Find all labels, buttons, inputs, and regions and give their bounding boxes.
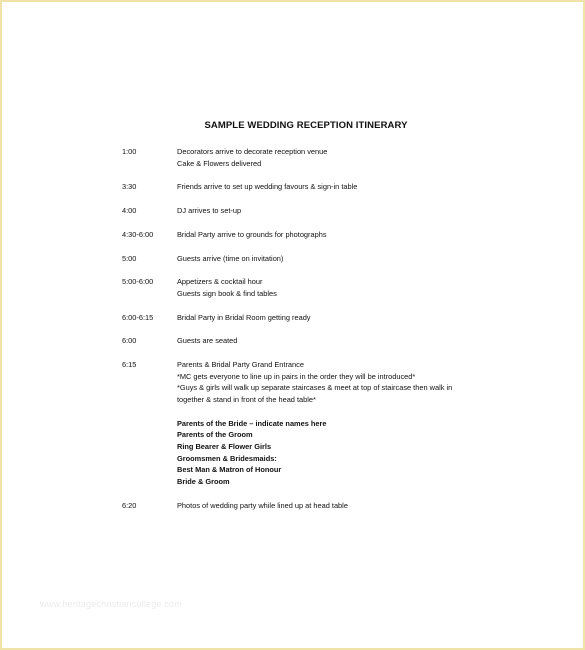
itinerary-details	[177, 229, 502, 241]
spacer	[177, 406, 502, 418]
itinerary-detail-line: Guests arrive (time on invitation)	[177, 253, 284, 263]
itinerary-detail-line: Appetizers & cocktail hour	[177, 277, 263, 287]
itinerary-details	[177, 276, 502, 299]
itinerary-details	[177, 253, 502, 265]
entrance-order-line: Parents of the Bride – indicate names here	[177, 418, 327, 428]
itinerary-time: 3:30	[122, 182, 137, 192]
entrance-order-line: Groomsmen & Bridesmaids:	[177, 453, 277, 463]
itinerary-detail-line: Decorators arrive to decorate reception venue	[177, 147, 328, 156]
itinerary-detail-line: Guests are seated	[177, 336, 238, 346]
itinerary-detail-line: Friends arrive to set up wedding favours & sign-in table	[177, 182, 358, 192]
itinerary-detail-line: Parents & Bridal Party Grand Entrance	[177, 360, 304, 370]
itinerary-time: 5:00-6:00	[122, 277, 154, 287]
itinerary-time: 6:00-6:15	[122, 312, 154, 322]
entrance-order-line: Bride & Groom	[177, 477, 230, 487]
entrance-order-line: Parents of the Groom	[177, 430, 253, 440]
itinerary-detail-line: Bridal Party arrive to grounds for photographs	[177, 229, 327, 239]
itinerary-detail-line: together & stand in front of the head table*	[177, 395, 316, 405]
itinerary-time: 5:00	[122, 253, 137, 263]
itinerary-details	[177, 359, 502, 488]
itinerary-time: 6:15	[122, 360, 137, 370]
entrance-order-line: Best Man & Matron of Honour	[177, 465, 282, 475]
itinerary-row	[122, 500, 502, 512]
itinerary-time: 4:00	[122, 206, 137, 216]
itinerary-row	[122, 312, 502, 324]
entrance-order-line: Ring Bearer & Flower Girls	[177, 441, 272, 451]
itinerary-time: 1:00	[122, 147, 137, 156]
itinerary-row	[122, 276, 502, 299]
itinerary-row	[122, 181, 502, 193]
itinerary-time: 4:30-6:00	[122, 229, 154, 239]
itinerary-detail-line: *Guys & girls will walk up separate staircases & meet at top of staircase then walk in	[177, 383, 453, 393]
itinerary-detail-line: Guests sign book & find tables	[177, 288, 277, 298]
itinerary-details	[177, 500, 502, 512]
itinerary-details	[177, 312, 502, 324]
itinerary-time: 6:20	[122, 500, 137, 510]
itinerary-time: 6:00	[122, 336, 137, 346]
itinerary-detail-line: Cake & Flowers delivered	[177, 158, 262, 168]
itinerary-details	[177, 146, 502, 169]
itinerary-details	[177, 335, 502, 347]
watermark-text: www.heritagechristiancollege.com	[40, 599, 182, 609]
itinerary-row	[122, 229, 502, 241]
itinerary-details	[177, 181, 502, 193]
itinerary-row	[122, 205, 502, 217]
itinerary-detail-line: Bridal Party in Bridal Room getting ready	[177, 312, 311, 322]
itinerary-detail-line: Photos of wedding party while lined up at head table	[177, 500, 348, 510]
itinerary-row	[122, 146, 502, 169]
itinerary-row	[122, 253, 502, 265]
document-title: SAMPLE WEDDING RECEPTION ITINERARY	[204, 120, 408, 131]
itinerary-table	[122, 146, 502, 511]
itinerary-row	[122, 335, 502, 347]
itinerary-detail-line: *MC gets everyone to line up in pairs in the order they will be introduced*	[177, 371, 416, 381]
itinerary-details	[177, 205, 502, 217]
itinerary-row	[122, 359, 502, 488]
itinerary-detail-line: DJ arrives to set-up	[177, 206, 242, 216]
